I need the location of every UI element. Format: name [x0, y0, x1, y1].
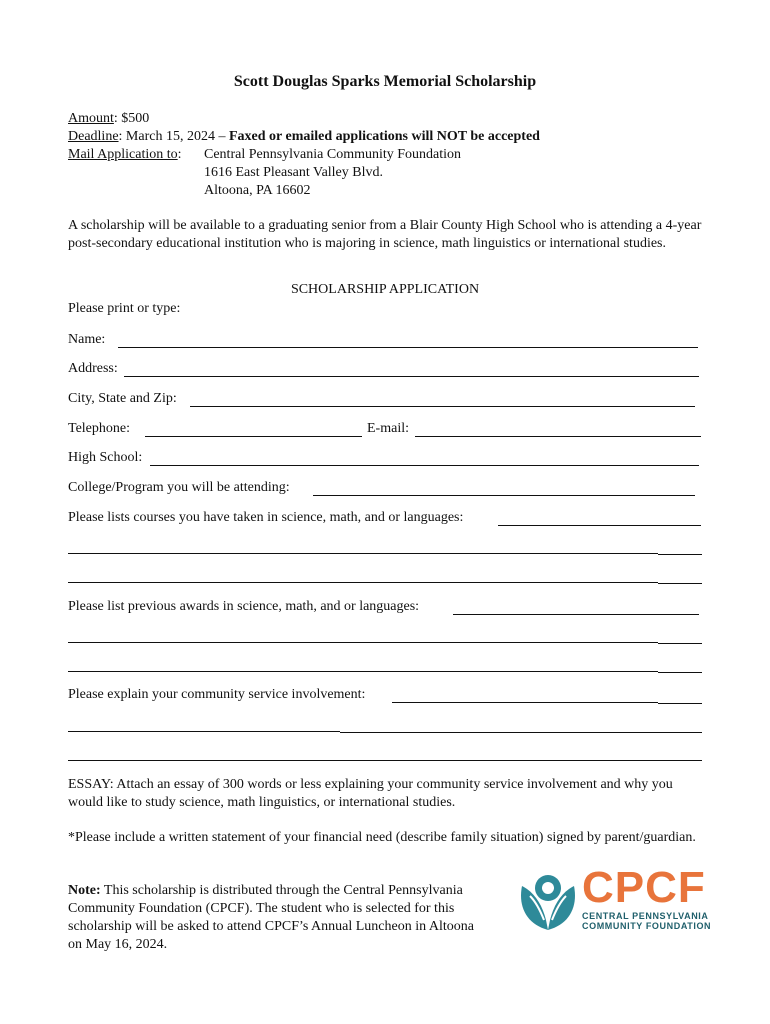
page-title: Scott Douglas Sparks Memorial Scholarship	[233, 73, 537, 90]
community-line-1b[interactable]	[340, 732, 702, 733]
note-paragraph	[68, 882, 478, 954]
courses-field[interactable]	[498, 525, 701, 526]
logo-letters: CPCF	[582, 863, 706, 912]
amount-line	[68, 110, 149, 128]
courses-label: Please lists courses you have taken in science, math, and or languages:	[68, 510, 464, 525]
intro-paragraph: A scholarship will be available to a graduating senior from a Blair County High School who is attending a 4-year post-secondary educational institution who is majoring in science, math linguistics or international studies.	[68, 218, 702, 251]
address-label: Address:	[68, 361, 118, 376]
email-field[interactable]	[415, 436, 701, 437]
mail-address-3: Altoona, PA 16602	[204, 183, 311, 198]
courses-line-2-end	[658, 583, 702, 584]
name-field[interactable]	[118, 347, 698, 348]
deadline-value: : March 15, 2024 –	[118, 129, 229, 144]
community-line-2[interactable]	[68, 760, 702, 761]
mail-address-1: Central Pennsylvania Community Foundation	[204, 147, 462, 162]
deadline-note: Faxed or emailed applications will NOT be accepted	[228, 129, 540, 144]
email-label: E-mail:	[367, 421, 409, 436]
mail-label: Mail Application to	[68, 147, 178, 162]
financial-paragraph: *Please include a written statement of your financial need (describe family situation) signed by parent/guardian.	[68, 830, 696, 845]
print-note: Please print or type:	[68, 301, 181, 316]
note-label: Note:	[68, 883, 101, 898]
cpcf-leaf-icon	[516, 868, 580, 932]
mail-address-2: 1616 East Pleasant Valley Blvd.	[204, 165, 383, 180]
community-label: Please explain your community service involvement:	[68, 687, 366, 702]
courses-line-1[interactable]	[68, 553, 658, 554]
deadline-line	[68, 128, 540, 146]
section-heading: SCHOLARSHIP APPLICATION	[290, 282, 480, 297]
essay-paragraph: ESSAY: Attach an essay of 300 words or less explaining your community service involvement and why you would like to study science, math linguistics, or international studies.	[68, 777, 673, 810]
courses-line-2[interactable]	[68, 582, 658, 583]
logo-line-1: CENTRAL PENNSYLVANIA	[582, 911, 709, 921]
note-text: This scholarship is distributed through the Central Pennsylvania Community Foundation (CPCF). The student who is selected for this scholarship will be asked to attend CPCF’s Annual Luncheon in Altoona on May 16, 2024.	[68, 883, 474, 952]
telephone-field[interactable]	[145, 436, 362, 437]
awards-field[interactable]	[453, 614, 699, 615]
courses-line-1-end	[658, 554, 702, 555]
cpcf-logo	[516, 863, 712, 932]
city-state-zip-field[interactable]	[190, 406, 695, 407]
amount-label: Amount	[68, 111, 114, 126]
amount-value: : $500	[113, 111, 150, 126]
community-line-end	[658, 703, 702, 704]
community-line-1a[interactable]	[68, 731, 340, 732]
college-field[interactable]	[313, 495, 695, 496]
name-label: Name:	[68, 332, 106, 347]
community-field[interactable]	[392, 702, 658, 703]
telephone-label: Telephone:	[68, 421, 130, 436]
high-school-field[interactable]	[150, 465, 699, 466]
logo-line-2: COMMUNITY FOUNDATION	[582, 921, 712, 931]
mail-line	[68, 146, 182, 164]
awards-line-1[interactable]	[68, 642, 658, 643]
deadline-label: Deadline	[68, 129, 119, 144]
awards-line-1-end	[658, 643, 702, 644]
awards-label: Please list previous awards in science, math, and or languages:	[68, 599, 420, 614]
mail-colon: :	[177, 147, 182, 162]
high-school-label: High School:	[68, 450, 143, 465]
address-field[interactable]	[124, 376, 699, 377]
awards-line-2[interactable]	[68, 671, 658, 672]
college-label: College/Program you will be attending:	[68, 480, 290, 495]
city-state-zip-label: City, State and Zip:	[68, 391, 177, 406]
awards-line-2-end	[658, 672, 702, 673]
